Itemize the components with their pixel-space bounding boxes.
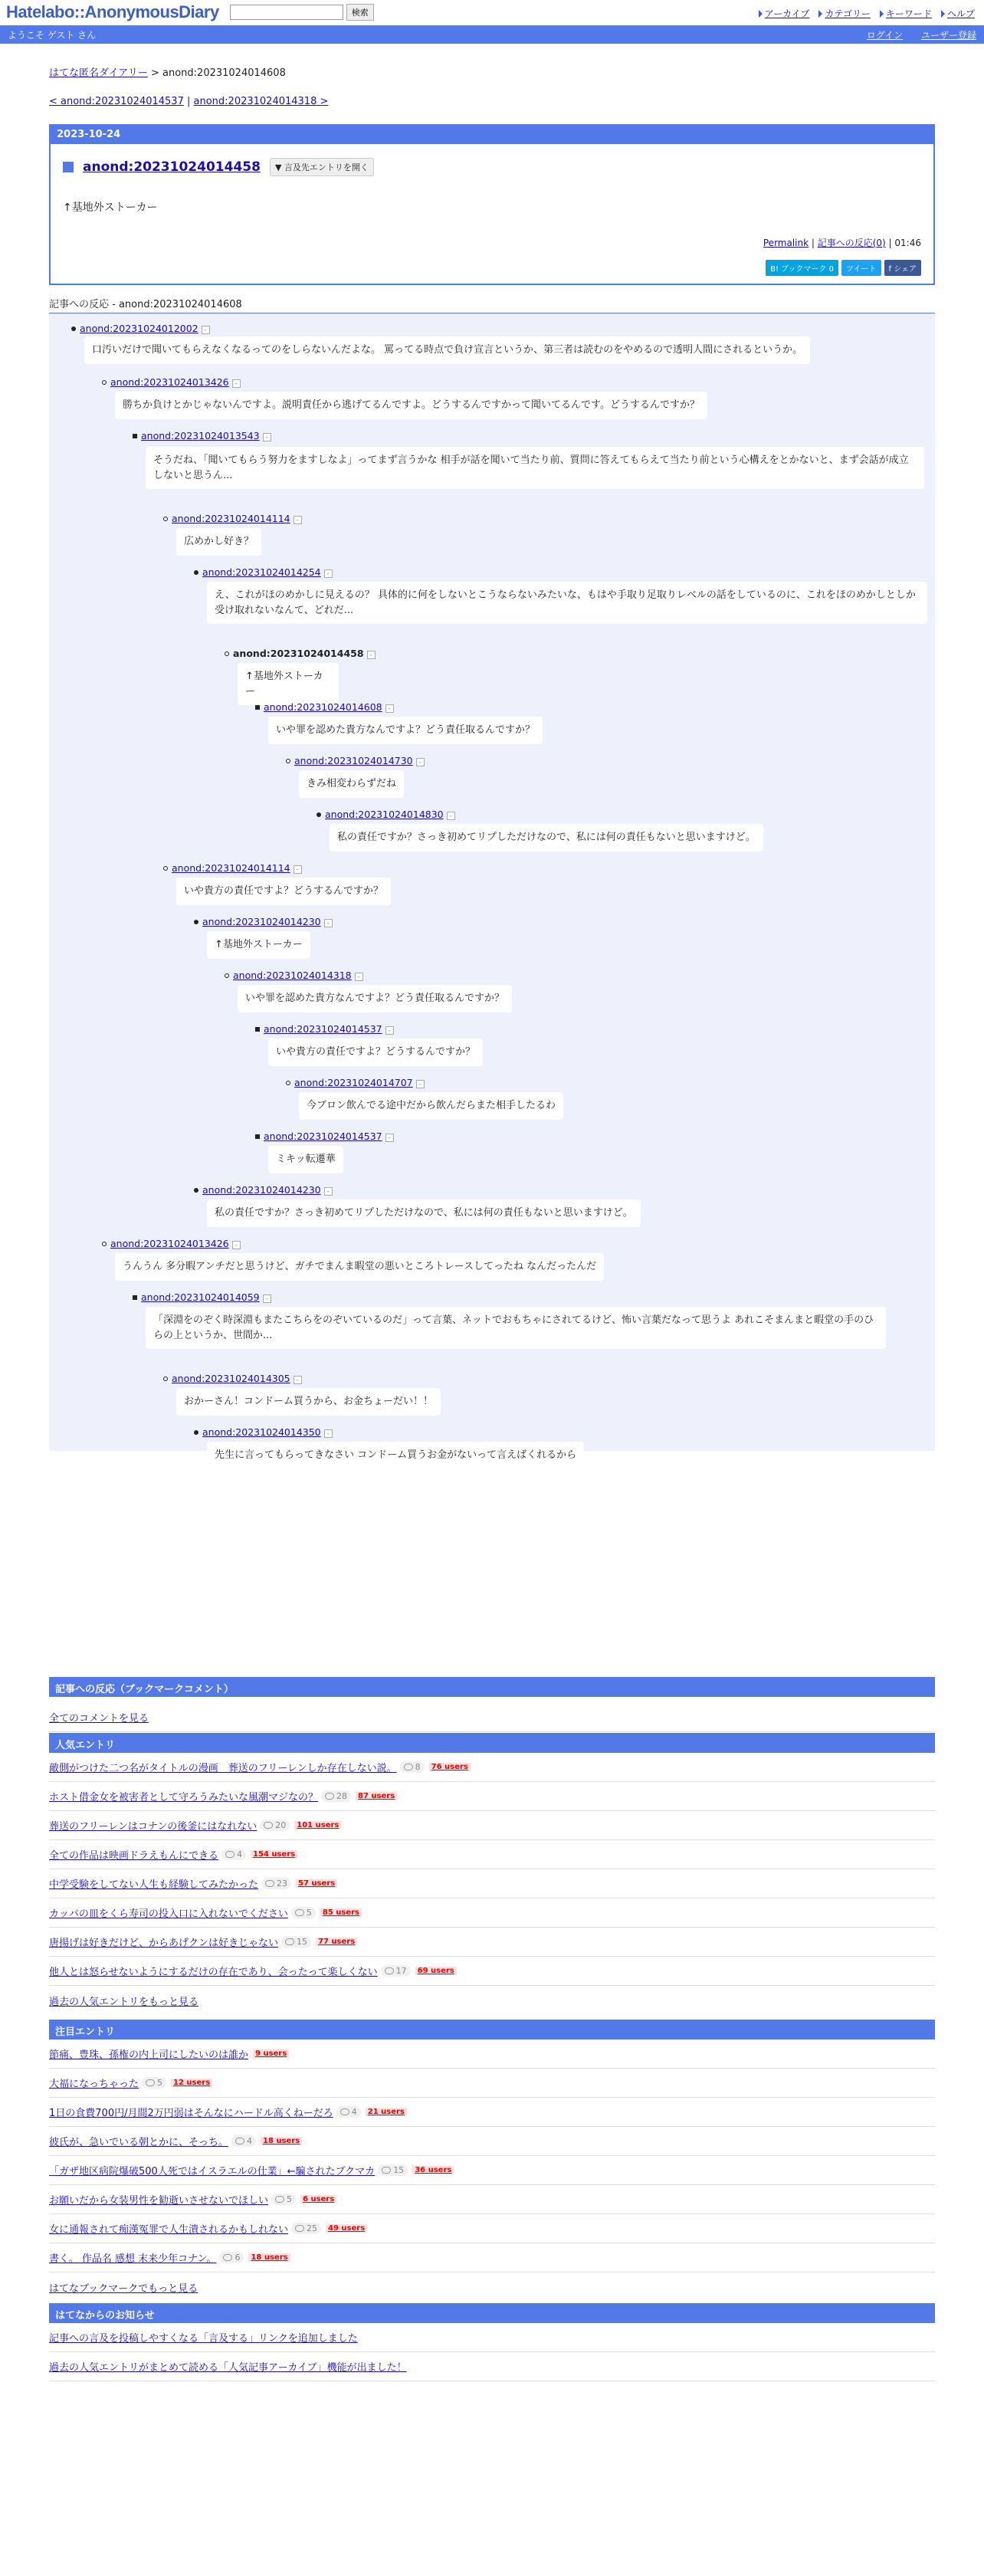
list-bullet-icon bbox=[163, 1377, 168, 1381]
comment-bubble-icon bbox=[295, 1909, 304, 1916]
list-item bbox=[49, 2069, 935, 2098]
collapse-toggle-icon[interactable]: - bbox=[324, 569, 333, 578]
attention-heading: 注目エントリ bbox=[49, 2020, 935, 2039]
reaction-text: ↑基地外ストーカー bbox=[238, 663, 339, 705]
reaction-text: 私の責任ですか？さっき初めてリプしただけなので、私には何の責任もないと思いますけど。 bbox=[207, 1199, 641, 1227]
list-bullet-icon bbox=[225, 973, 229, 978]
users-badge[interactable]: 18 users bbox=[248, 2253, 290, 2262]
reaction-id-link[interactable]: anond:20231024014318 bbox=[233, 970, 352, 981]
list-bullet-icon bbox=[194, 570, 198, 575]
users-badge[interactable]: 101 users bbox=[294, 1821, 341, 1829]
list-item bbox=[49, 2185, 935, 2214]
comment-count[interactable] bbox=[378, 2164, 408, 2176]
reaction-id-link[interactable]: anond:20231024013426 bbox=[110, 1238, 229, 1249]
users-badge[interactable]: 49 users bbox=[326, 2224, 367, 2233]
comment-count-text: 15 bbox=[393, 2165, 405, 2175]
reaction-tree bbox=[49, 313, 935, 1461]
comment-count[interactable] bbox=[142, 2077, 166, 2089]
reaction-node bbox=[172, 513, 302, 524]
reaction-node bbox=[202, 1426, 333, 1438]
comment-bubble-icon bbox=[275, 2196, 284, 2203]
comment-count-text: 8 bbox=[415, 1762, 421, 1772]
list-item bbox=[49, 1928, 935, 1957]
list-bullet-icon bbox=[255, 1027, 260, 1032]
reaction-text: うんうん 多分暇アンチだと思うけど、ガチでまんま暇堂の悪いところトレースしてったね なんだったんだ bbox=[115, 1253, 604, 1281]
comment-bubble-icon bbox=[225, 1851, 235, 1858]
entry-time: 01:46 bbox=[894, 238, 921, 248]
collapse-toggle-icon[interactable]: - bbox=[232, 1241, 241, 1249]
collapse-toggle-icon[interactable]: - bbox=[367, 651, 376, 659]
attention-section bbox=[49, 2020, 935, 2302]
list-bullet-icon bbox=[163, 517, 168, 521]
reaction-node bbox=[202, 1184, 333, 1196]
reaction-node bbox=[141, 1291, 271, 1303]
reaction-id-link[interactable]: anond:20231024012002 bbox=[80, 323, 198, 334]
list-item bbox=[49, 2039, 935, 2069]
reaction-text: おかーさん！コンドーム買うから、お金ちょーだい！！ bbox=[176, 1388, 441, 1416]
entry-link[interactable]: 1日の食費700円/月間2万円弱はそんなにハードル高くねーだろ bbox=[49, 2108, 333, 2119]
collapse-toggle-icon[interactable]: - bbox=[416, 1080, 425, 1088]
collapse-toggle-icon[interactable]: - bbox=[355, 973, 363, 981]
search-button[interactable]: 検索 bbox=[346, 4, 374, 21]
users-badge[interactable]: 6 users bbox=[300, 2195, 336, 2204]
users-badge[interactable]: 69 users bbox=[415, 1967, 457, 1975]
reaction-node bbox=[294, 1077, 425, 1088]
comment-count[interactable] bbox=[291, 1907, 316, 1918]
list-bullet-icon bbox=[133, 1295, 137, 1300]
comment-bubble-icon bbox=[264, 1822, 273, 1829]
reaction-id-link[interactable]: anond:20231024014537 bbox=[264, 1023, 382, 1035]
comment-count[interactable] bbox=[400, 1761, 425, 1773]
hatena-bookmark-button[interactable]: B! ブックマーク 0 bbox=[766, 260, 838, 276]
list-bullet-icon bbox=[71, 327, 76, 331]
comment-count-text: 28 bbox=[336, 1791, 348, 1801]
list-item bbox=[49, 1957, 935, 1986]
comment-count[interactable] bbox=[271, 2194, 296, 2205]
comment-bubble-icon bbox=[295, 2225, 304, 2232]
reaction-node bbox=[264, 701, 394, 713]
reaction-id-link[interactable]: anond:20231024014059 bbox=[141, 1291, 260, 1303]
reaction-node bbox=[110, 1238, 241, 1249]
collapse-toggle-icon[interactable]: - bbox=[416, 758, 425, 766]
collapse-toggle-icon[interactable]: - bbox=[294, 1376, 302, 1384]
next-entry-link[interactable]: anond:20231024014318 > bbox=[193, 96, 329, 107]
entry-link[interactable]: 大福になっちゃった bbox=[49, 2079, 139, 2090]
comment-count-text: 15 bbox=[297, 1937, 308, 1947]
attention-more-link[interactable]: はてなブックマークでもっと見る bbox=[49, 2282, 198, 2295]
share-row bbox=[63, 260, 921, 276]
reaction-id-link[interactable]: anond:20231024014254 bbox=[202, 566, 321, 578]
users-badge[interactable]: 9 users bbox=[253, 2049, 289, 2058]
reaction-text: そうだね、「聞いてもらう努力をますしなよ」ってまず言うかな 相手が話を聞いて当たり前、質問に答えてもらえて当たり前という心構えをとかないと、まず会話が成立しないと思うん... bbox=[146, 447, 924, 489]
users-badge[interactable]: 77 users bbox=[316, 1938, 357, 1946]
reaction-text: ミキッ転遷華 bbox=[268, 1146, 343, 1173]
entry-link[interactable]: 全ての作品は映画ドラえもんにできる bbox=[49, 1850, 219, 1862]
reaction-node bbox=[264, 1130, 394, 1142]
reaction-id-link[interactable]: anond:20231024014830 bbox=[325, 809, 444, 820]
entry-title[interactable]: anond:20231024014458 bbox=[83, 159, 261, 175]
reaction-text: 広めかし好き？ bbox=[176, 528, 261, 556]
notice-item bbox=[49, 2323, 935, 2352]
comment-count[interactable] bbox=[321, 1790, 351, 1802]
list-bullet-icon bbox=[286, 1081, 290, 1085]
list-bullet-icon bbox=[255, 1134, 260, 1139]
reaction-text: 今ブロン飲んでる途中だから飲んだらまた相手したるわ bbox=[299, 1092, 563, 1120]
list-item bbox=[49, 1782, 935, 1811]
reaction-node bbox=[172, 862, 302, 874]
collapse-toggle-icon[interactable]: - bbox=[385, 1134, 394, 1142]
comment-bubble-icon bbox=[285, 1938, 294, 1945]
reaction-node bbox=[264, 1023, 394, 1035]
reaction-text: え、これがほのめかしに見えるの？ 具体的に何をしないとこうならないみたいな、もはや手取り足取りレベルの話をしているのに、これをほのめかしとしか受け取れないなんて、どれだ... bbox=[207, 582, 927, 624]
reaction-id-link[interactable]: anond:20231024013426 bbox=[110, 376, 229, 388]
bookmark-comments-heading: 記事への反応（ブックマークコメント） bbox=[49, 1677, 935, 1697]
popular-section bbox=[49, 1733, 935, 2015]
list-bullet-icon bbox=[102, 380, 107, 385]
reaction-text: いや貴方の責任ですよ？どうするんですか？ bbox=[176, 878, 391, 905]
users-badge[interactable]: 57 users bbox=[296, 1879, 337, 1888]
reaction-text: いや罪を認めた貴方なんですよ？どう責任取るんですか？ bbox=[238, 985, 512, 1012]
list-bullet-icon bbox=[102, 1242, 107, 1246]
comment-bubble-icon bbox=[382, 2167, 391, 2174]
reaction-heading: 記事への反応 - anond:20231024014608 bbox=[49, 296, 935, 313]
collapse-toggle-icon[interactable]: - bbox=[324, 1187, 333, 1196]
collapse-toggle-icon[interactable]: - bbox=[294, 516, 302, 524]
login-link[interactable]: ログイン bbox=[866, 29, 904, 41]
popular-heading: 人気エントリ bbox=[49, 1733, 935, 1753]
list-bullet-icon bbox=[194, 1188, 198, 1193]
comment-count[interactable] bbox=[261, 1878, 291, 1889]
entry-box bbox=[49, 124, 935, 285]
list-bullet-icon bbox=[317, 812, 321, 817]
notice-item bbox=[49, 2352, 935, 2381]
collapse-toggle-icon[interactable]: - bbox=[202, 326, 210, 334]
comment-count-text: 5 bbox=[306, 1908, 312, 1918]
entry-link[interactable]: 他人とは怒らせないようにするだけの存在であり、会ったって楽しくない bbox=[49, 1967, 378, 1978]
comment-bubble-icon bbox=[146, 2079, 155, 2086]
reaction-node bbox=[233, 970, 363, 981]
entry-link[interactable]: 葬送のフリーレンはコナンの後釜にはなれない bbox=[49, 1821, 257, 1833]
reaction-node bbox=[325, 809, 455, 820]
help-link[interactable]: ヘルプ bbox=[941, 7, 975, 20]
see-all-comments-link[interactable]: 全てのコメントを見る bbox=[49, 1713, 149, 1724]
notice-section bbox=[49, 2303, 935, 2381]
reaction-id-link[interactable]: anond:20231024013543 bbox=[141, 430, 260, 441]
list-bullet-icon bbox=[133, 434, 137, 438]
collapse-toggle-icon[interactable]: - bbox=[324, 919, 333, 927]
comment-count[interactable] bbox=[281, 1936, 311, 1948]
reaction-text: 私の責任ですか？さっき初めてリプしただけなので、私には何の責任もないと思いますけど。 bbox=[330, 824, 763, 852]
breadcrumb-current: anond:20231024014608 bbox=[162, 67, 286, 79]
users-badge[interactable]: 21 users bbox=[366, 2108, 407, 2116]
reactions-link[interactable]: 記事への反応(0) bbox=[817, 238, 886, 248]
reaction-id-link[interactable]: anond:20231024014707 bbox=[294, 1077, 413, 1088]
notice-heading: はてなからのお知らせ bbox=[49, 2303, 935, 2323]
list-item bbox=[49, 1753, 935, 1782]
collapse-toggle-icon[interactable]: - bbox=[324, 1429, 333, 1438]
entry-link[interactable]: お願いだから女装男性を勧逝いさせないでほしい bbox=[49, 2195, 269, 2207]
archive-link[interactable]: アーカイブ bbox=[759, 7, 810, 20]
category-link[interactable]: カテゴリー bbox=[818, 7, 871, 20]
comment-count[interactable] bbox=[260, 1820, 290, 1831]
popular-more-link[interactable]: 過去の人気エントリをもっと見る bbox=[49, 1996, 199, 2008]
comment-bubble-icon bbox=[223, 2254, 232, 2261]
reaction-node bbox=[202, 916, 333, 927]
comment-count[interactable] bbox=[221, 1849, 246, 1860]
reaction-text: 先生に言ってもらってきなさい コンドーム買うお金がないって言えばくれるから bbox=[207, 1442, 584, 1469]
users-badge[interactable]: 76 users bbox=[429, 1763, 471, 1771]
users-badge[interactable]: 154 users bbox=[251, 1850, 297, 1859]
entry-link[interactable]: 彼氏が、急いでいる朝とかに、そっち。 bbox=[49, 2137, 229, 2148]
list-item bbox=[49, 2214, 935, 2243]
comment-bubble-icon bbox=[404, 1764, 413, 1770]
notice-link[interactable]: 過去の人気エントリがまとめて読める「人気記事アーカイブ」機能が出ました！ bbox=[49, 2362, 407, 2374]
entry-footer: Permalink | 記事への反応(0) | 01:46 bbox=[763, 238, 921, 248]
reaction-id-link[interactable]: anond:20231024014350 bbox=[202, 1426, 321, 1438]
reaction-id-link: anond:20231024014458 bbox=[233, 648, 364, 659]
reaction-id-link[interactable]: anond:20231024014230 bbox=[202, 916, 321, 927]
comment-count-text: 23 bbox=[277, 1879, 288, 1889]
collapse-toggle-icon[interactable]: - bbox=[232, 379, 241, 388]
reaction-node bbox=[80, 323, 210, 334]
reaction-text: 勝ちか負けとかじゃないんですよ。説明責任から逃げてるんですよ。どうするんですかって聞いてるんです。どうするんですか？ bbox=[115, 392, 707, 419]
collapse-toggle-icon[interactable]: - bbox=[294, 865, 302, 874]
notice-link[interactable]: 記事への言及を投稿しやすくなる「言及する」リンクを追加しました bbox=[49, 2333, 358, 2345]
reaction-id-link[interactable]: anond:20231024014305 bbox=[172, 1373, 290, 1384]
header bbox=[0, 0, 984, 25]
list-item bbox=[49, 1869, 935, 1898]
reaction-id-link[interactable]: anond:20231024014730 bbox=[294, 755, 413, 766]
comment-count-text: 4 bbox=[351, 2107, 357, 2117]
entry-link[interactable]: 「ガザ地区病院爆破500人死ではイスラエルの仕業」←騙されたブクマカ bbox=[49, 2166, 376, 2177]
comment-count-text: 4 bbox=[237, 1849, 243, 1859]
comment-bubble-icon bbox=[265, 1880, 274, 1887]
breadcrumb bbox=[49, 64, 935, 79]
entry-text: ↑基地外ストーカー bbox=[63, 202, 158, 214]
comment-count[interactable] bbox=[219, 2252, 244, 2263]
list-item bbox=[49, 1840, 935, 1869]
comment-count-text: 20 bbox=[275, 1820, 287, 1830]
list-item bbox=[49, 2156, 935, 2185]
comment-count[interactable] bbox=[231, 2135, 256, 2147]
comment-bubble-icon bbox=[325, 1793, 334, 1800]
users-badge[interactable]: 18 users bbox=[261, 2137, 302, 2145]
comment-bubble-icon bbox=[235, 2138, 244, 2144]
list-bullet-icon bbox=[163, 866, 168, 871]
users-badge[interactable]: 87 users bbox=[356, 1792, 397, 1800]
prev-entry-link[interactable]: < anond:20231024014537 bbox=[49, 96, 184, 107]
reaction-text: きみ相変わらずだね bbox=[299, 770, 404, 798]
entry-link[interactable]: 女に通報されて痴漢冤罪で人生潰されるかもしれない bbox=[49, 2224, 289, 2236]
tweet-button[interactable]: ツイート bbox=[841, 260, 881, 276]
reaction-node bbox=[294, 755, 425, 766]
list-bullet-icon bbox=[255, 705, 260, 710]
open-mention-button[interactable]: ▼ 言及先エントリを開く bbox=[270, 158, 374, 176]
user-bar bbox=[0, 25, 984, 44]
list-item bbox=[49, 2098, 935, 2127]
comment-count[interactable] bbox=[291, 2223, 321, 2234]
users-badge[interactable]: 85 users bbox=[320, 1908, 362, 1917]
prevnext-sep: | bbox=[183, 96, 194, 107]
bookmark-section bbox=[49, 1677, 935, 1732]
search-input[interactable] bbox=[230, 5, 343, 20]
reaction-text: 「深淵をのぞく時深淵もまたこちらをのぞいているのだ」って言葉、ネットでおもちゃにされてるけど、怖い言葉だなって思うよ あれこそまんまと暇堂の手のひらの上というか、世間か... bbox=[146, 1307, 886, 1349]
entry-link[interactable]: ホスト借金女を被害者として守ろうみたいな風潮マジなの？ bbox=[49, 1792, 319, 1803]
reaction-node bbox=[141, 430, 271, 441]
entry-link[interactable]: カッパの皿をくら寿司の投入口に入れないでください bbox=[49, 1908, 288, 1920]
reaction-node bbox=[172, 1373, 302, 1384]
list-bullet-icon bbox=[194, 920, 198, 924]
register-link[interactable]: ユーザー登録 bbox=[920, 29, 976, 41]
comment-count-text: 25 bbox=[307, 2223, 318, 2233]
reaction-text: ↑基地外ストーカー bbox=[207, 931, 310, 959]
prev-next-nav bbox=[49, 96, 935, 107]
list-bullet-icon bbox=[225, 651, 229, 656]
reaction-node bbox=[110, 376, 241, 388]
collapse-toggle-icon[interactable]: - bbox=[263, 433, 271, 441]
entry-link[interactable]: 敵側がつけた二つ名がタイトルの漫画 葬送のフリーレンしか存在しない説。 bbox=[49, 1763, 397, 1774]
reaction-text: 口汚いだけで聞いてもらえなくなるってのをしらないんだよな。 罵ってる時点で負け宣言というか、第三者は読むのをやめるので透明人間にされるというか。 bbox=[84, 336, 810, 364]
reaction-id-link[interactable]: anond:20231024014230 bbox=[202, 1184, 321, 1196]
comment-count-text: 5 bbox=[157, 2078, 163, 2088]
reaction-id-link[interactable]: anond:20231024014608 bbox=[264, 701, 382, 713]
reaction-id-link[interactable]: anond:20231024014114 bbox=[172, 513, 290, 524]
header-links bbox=[759, 7, 975, 20]
users-badge[interactable]: 36 users bbox=[412, 2166, 454, 2174]
entry-link[interactable]: 書く。 作品名 感想 末来少年コナン。 bbox=[49, 2253, 217, 2265]
reaction-node bbox=[202, 566, 333, 578]
main-content bbox=[49, 64, 935, 1461]
comment-count-text: 6 bbox=[235, 2253, 241, 2263]
welcome-text: ようこそ ゲスト さん bbox=[8, 29, 97, 41]
reaction-text: いや貴方の責任ですよ？どうするんですか？ bbox=[268, 1039, 483, 1066]
list-item bbox=[49, 1898, 935, 1928]
comment-count-text: 5 bbox=[287, 2194, 293, 2204]
comment-count[interactable] bbox=[336, 2106, 361, 2118]
breadcrumb-home[interactable]: はてな匿名ダイアリー bbox=[49, 67, 148, 79]
list-bullet-icon bbox=[194, 1430, 198, 1435]
users-badge[interactable]: 12 users bbox=[171, 2079, 212, 2087]
site-logo[interactable]: Hatelabo::AnonymousDiary bbox=[6, 2, 219, 21]
list-bullet-icon bbox=[286, 759, 290, 763]
list-item bbox=[49, 2243, 935, 2272]
collapse-toggle-icon[interactable]: - bbox=[385, 1026, 394, 1035]
reaction-id-link[interactable]: anond:20231024014114 bbox=[172, 862, 290, 874]
list-item bbox=[49, 1811, 935, 1840]
collapse-toggle-icon[interactable]: - bbox=[447, 812, 455, 820]
entry-link[interactable]: 節痛、豊珠、孫権の内上司にしたいのは誰か bbox=[49, 2049, 249, 2061]
reaction-id-link[interactable]: anond:20231024014537 bbox=[264, 1130, 382, 1142]
comment-count-text: 4 bbox=[247, 2136, 253, 2146]
entry-link[interactable]: 唐揚げは好きだけど、からあげクンは好きじゃない bbox=[49, 1938, 279, 1949]
comment-count-text: 17 bbox=[395, 1966, 407, 1976]
entry-square-icon bbox=[63, 162, 74, 172]
comment-count[interactable] bbox=[381, 1965, 411, 1977]
comment-bubble-icon bbox=[340, 2108, 349, 2115]
reaction-node bbox=[233, 648, 376, 659]
breadcrumb-sep: > bbox=[147, 67, 163, 79]
collapse-toggle-icon[interactable]: - bbox=[385, 704, 394, 713]
facebook-share-button[interactable]: f シェア bbox=[884, 260, 922, 276]
entry-link[interactable]: 中学受験をしてない人生も経験してみたかった bbox=[49, 1879, 259, 1891]
entry-date: 2023-10-24 bbox=[51, 126, 933, 144]
list-item bbox=[49, 2127, 935, 2156]
permalink[interactable]: Permalink bbox=[763, 238, 809, 248]
keyword-link[interactable]: キーワード bbox=[880, 7, 932, 20]
comment-bubble-icon bbox=[385, 1967, 394, 1974]
reaction-text: いや罪を認めた貴方なんですよ？どう責任取るんですか？ bbox=[268, 717, 543, 744]
collapse-toggle-icon[interactable]: - bbox=[263, 1295, 271, 1303]
